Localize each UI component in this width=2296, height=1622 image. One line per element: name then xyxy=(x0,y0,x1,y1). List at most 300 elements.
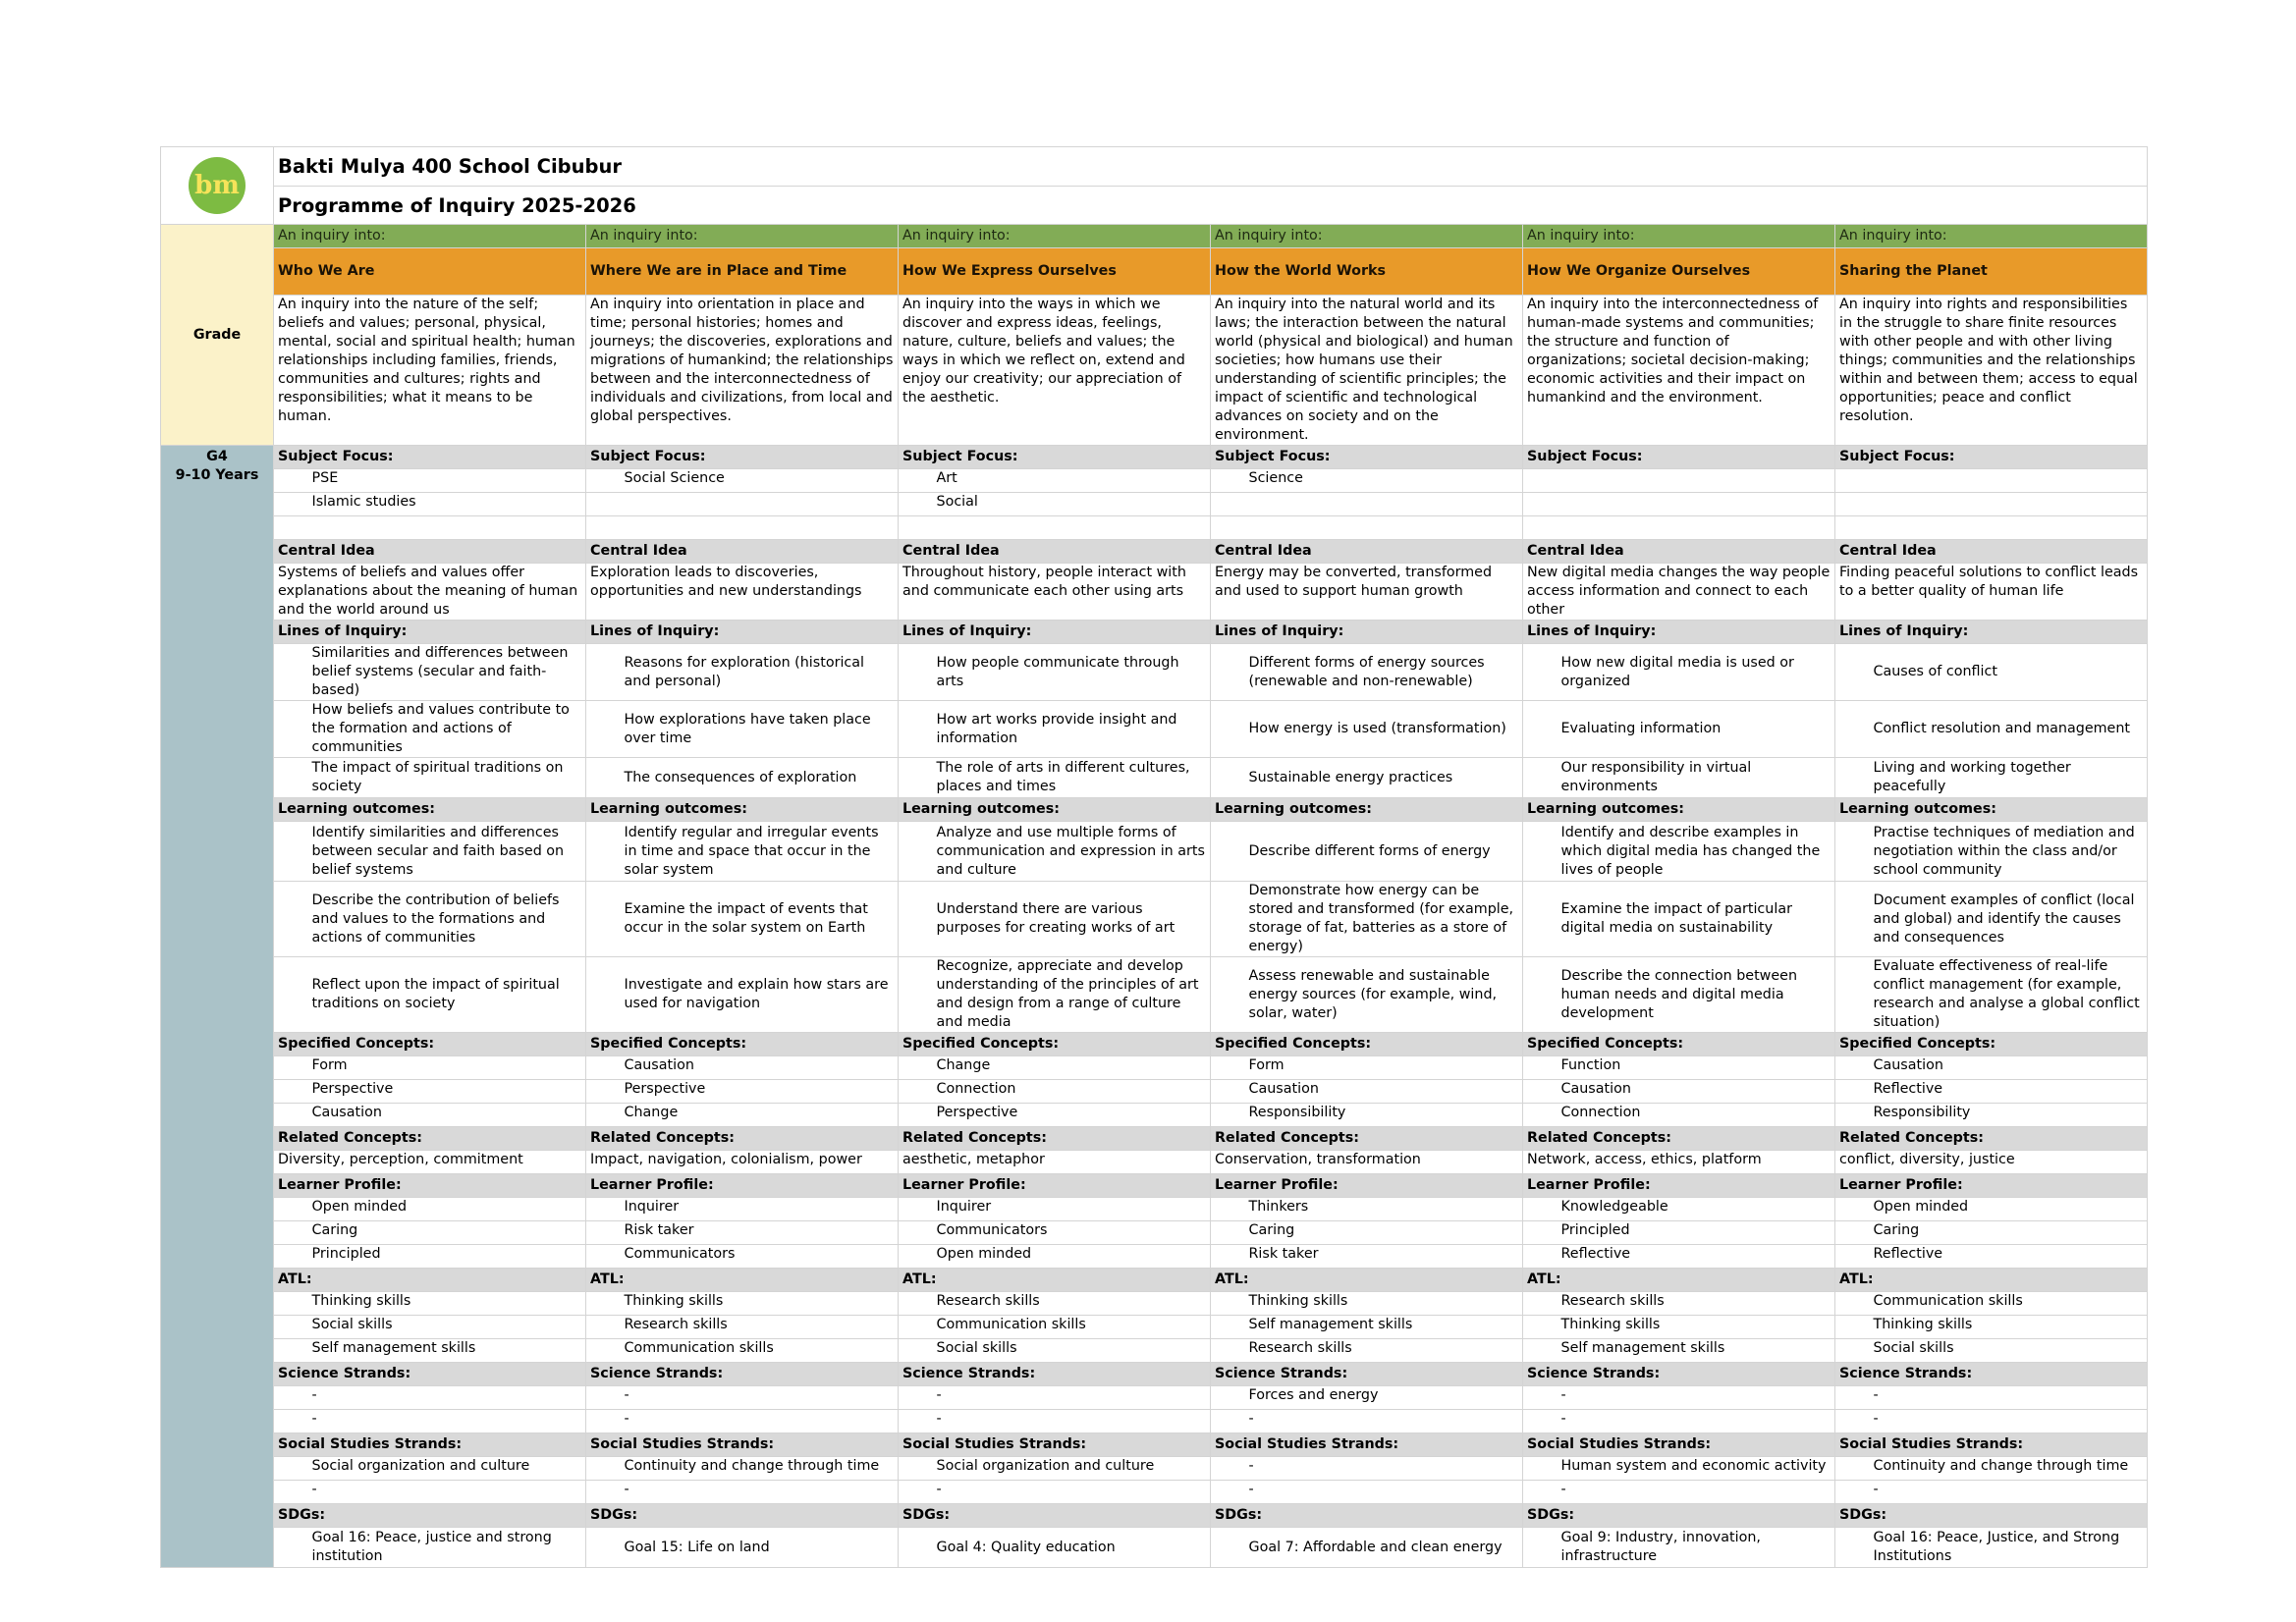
atl-skill: Communication skills xyxy=(621,1339,899,1363)
inquiry-label: An inquiry into: xyxy=(586,225,899,248)
science-strands-header: Science Strands: xyxy=(1211,1363,1523,1386)
indent-cell xyxy=(586,957,621,1033)
central-idea-header: Central Idea xyxy=(274,540,586,564)
learning-outcome: Describe different forms of energy xyxy=(1245,822,1523,882)
inquiry-line: Different forms of energy sources (renewable and non-renewable) xyxy=(1245,644,1523,701)
related-concepts: Impact, navigation, colonialism, power xyxy=(586,1151,899,1174)
indent-cell xyxy=(899,1104,933,1127)
atl-skill: Self management skills xyxy=(1245,1316,1523,1339)
learner-profile-item: Risk taker xyxy=(621,1221,899,1245)
learner-profile-item: Inquirer xyxy=(933,1198,1211,1221)
indent-cell xyxy=(899,644,933,701)
learner-profile-item: Open minded xyxy=(933,1245,1211,1269)
specified-concept: Change xyxy=(933,1056,1211,1080)
indent-cell xyxy=(1211,957,1245,1033)
indent-cell xyxy=(274,516,308,540)
subject-item: Social xyxy=(933,493,1211,516)
logo-cell xyxy=(161,147,274,225)
indent-cell xyxy=(1211,1198,1245,1221)
related-concepts: Diversity, perception, commitment xyxy=(274,1151,586,1174)
indent-cell xyxy=(1211,493,1245,516)
central-idea: Finding peaceful solutions to conflict leads to a better quality of human life xyxy=(1835,564,2148,621)
indent-cell xyxy=(1835,882,1870,957)
science-strand: - xyxy=(308,1386,586,1410)
learning-outcome: Recognize, appreciate and develop understanding of the principles of art and design from a range of culture and media xyxy=(933,957,1211,1033)
indent-cell xyxy=(274,1292,308,1316)
science-strand: - xyxy=(1245,1410,1523,1433)
indent-cell xyxy=(586,1410,621,1433)
indent-cell xyxy=(1523,516,1558,540)
specified-concept: Perspective xyxy=(621,1080,899,1104)
related-concepts: conflict, diversity, justice xyxy=(1835,1151,2148,1174)
learner-profile-header: Learner Profile: xyxy=(899,1174,1211,1198)
indent-cell xyxy=(1835,469,1870,493)
learner-profile-header: Learner Profile: xyxy=(586,1174,899,1198)
subject-item xyxy=(1245,516,1523,540)
sdgs-header: SDGs: xyxy=(274,1504,586,1528)
specified-concept: Change xyxy=(621,1104,899,1127)
atl-skill: Research skills xyxy=(933,1292,1211,1316)
indent-cell xyxy=(1835,1292,1870,1316)
indent-cell xyxy=(1835,516,1870,540)
inquiry-line: How new digital media is used or organized xyxy=(1558,644,1835,701)
subject-item xyxy=(1558,493,1835,516)
indent-cell xyxy=(1835,758,1870,798)
inquiry-line: How beliefs and values contribute to the formation and actions of communities xyxy=(308,701,586,758)
indent-cell xyxy=(1523,882,1558,957)
sdgs-header: SDGs: xyxy=(586,1504,899,1528)
indent-cell xyxy=(586,1292,621,1316)
indent-cell xyxy=(1523,1292,1558,1316)
indent-cell xyxy=(274,822,308,882)
atl-skill: Communication skills xyxy=(933,1316,1211,1339)
indent-cell xyxy=(586,644,621,701)
grade-value: G4 xyxy=(206,449,228,464)
atl-header: ATL: xyxy=(586,1269,899,1292)
lines-of-inquiry-header: Lines of Inquiry: xyxy=(586,621,899,644)
sdgs-header: SDGs: xyxy=(1523,1504,1835,1528)
specified-concept: Connection xyxy=(1558,1104,1835,1127)
atl-skill: Research skills xyxy=(1558,1292,1835,1316)
central-idea-header: Central Idea xyxy=(1211,540,1523,564)
learner-profile-item: Inquirer xyxy=(621,1198,899,1221)
indent-cell xyxy=(274,882,308,957)
atl-skill: Social skills xyxy=(308,1316,586,1339)
social-strand: - xyxy=(1558,1481,1835,1504)
indent-cell xyxy=(1835,644,1870,701)
learner-profile-item: Caring xyxy=(1245,1221,1523,1245)
central-idea: Energy may be converted, transformed and used to support human growth xyxy=(1211,564,1523,621)
specified-concept: Connection xyxy=(933,1080,1211,1104)
learner-profile-item: Principled xyxy=(308,1245,586,1269)
related-concepts-header: Related Concepts: xyxy=(1211,1127,1523,1151)
central-idea: Systems of beliefs and values offer explanations about the meaning of human and the world around us xyxy=(274,564,586,621)
indent-cell xyxy=(1523,644,1558,701)
learner-profile-item: Reflective xyxy=(1870,1245,2148,1269)
social-strand: - xyxy=(1245,1457,1523,1481)
science-strand: - xyxy=(1558,1410,1835,1433)
subject-item: Social Science xyxy=(621,469,899,493)
indent-cell xyxy=(274,469,308,493)
indent-cell xyxy=(274,644,308,701)
learning-outcome: Describe the connection between human needs and digital media development xyxy=(1558,957,1835,1033)
indent-cell xyxy=(1523,1104,1558,1127)
specified-concepts-header: Specified Concepts: xyxy=(1211,1033,1523,1056)
learner-profile-header: Learner Profile: xyxy=(1835,1174,2148,1198)
inquiry-line: How art works provide insight and information xyxy=(933,701,1211,758)
specified-concepts-header: Specified Concepts: xyxy=(1523,1033,1835,1056)
indent-cell xyxy=(899,1292,933,1316)
lines-of-inquiry-header: Lines of Inquiry: xyxy=(899,621,1211,644)
indent-cell xyxy=(586,1386,621,1410)
theme-description: An inquiry into the ways in which we discover and express ideas, feelings, nature, culture, beliefs and values; the ways in which we reflect on, extend and enjoy our creativity; our appreciation of the aesthetic. xyxy=(899,296,1211,446)
atl-header: ATL: xyxy=(1523,1269,1835,1292)
indent-cell xyxy=(1211,882,1245,957)
subject-item xyxy=(621,516,899,540)
subject-focus-header: Subject Focus: xyxy=(1523,446,1835,469)
indent-cell xyxy=(1835,1457,1870,1481)
science-strand: - xyxy=(621,1386,899,1410)
indent-cell xyxy=(1835,1386,1870,1410)
learner-profile-header: Learner Profile: xyxy=(1211,1174,1523,1198)
learner-profile-item: Principled xyxy=(1558,1221,1835,1245)
indent-cell xyxy=(1211,1528,1245,1568)
specified-concept: Responsibility xyxy=(1870,1104,2148,1127)
social-strand: Social organization and culture xyxy=(933,1457,1211,1481)
atl-skill: Thinking skills xyxy=(308,1292,586,1316)
related-concepts-header: Related Concepts: xyxy=(586,1127,899,1151)
subject-item xyxy=(1870,469,2148,493)
indent-cell xyxy=(274,1080,308,1104)
indent-cell xyxy=(274,1386,308,1410)
indent-cell xyxy=(1835,1481,1870,1504)
related-concepts-header: Related Concepts: xyxy=(899,1127,1211,1151)
sdgs-header: SDGs: xyxy=(1211,1504,1523,1528)
indent-cell xyxy=(1523,1221,1558,1245)
atl-skill: Thinking skills xyxy=(621,1292,899,1316)
social-strand: - xyxy=(1870,1481,2148,1504)
learner-profile-item: Reflective xyxy=(1558,1245,1835,1269)
specified-concept: Reflective xyxy=(1870,1080,2148,1104)
indent-cell xyxy=(1211,822,1245,882)
specified-concept: Responsibility xyxy=(1245,1104,1523,1127)
indent-cell xyxy=(274,1528,308,1568)
learning-outcome: Assess renewable and sustainable energy sources (for example, wind, solar, water) xyxy=(1245,957,1523,1033)
atl-header: ATL: xyxy=(1835,1269,2148,1292)
indent-cell xyxy=(1211,1339,1245,1363)
indent-cell xyxy=(1835,1221,1870,1245)
inquiry-line: Causes of conflict xyxy=(1870,644,2148,701)
indent-cell xyxy=(586,1245,621,1269)
learner-profile-item: Open minded xyxy=(308,1198,586,1221)
inquiry-label: An inquiry into: xyxy=(1523,225,1835,248)
indent-cell xyxy=(899,1339,933,1363)
theme-description: An inquiry into the natural world and its laws; the interaction between the natural world (physical and biological) and human societies; how humans use their understanding of scientific principles; the impact of scientific and technological advances on society and on the environment. xyxy=(1211,296,1523,446)
indent-cell xyxy=(899,1198,933,1221)
indent-cell xyxy=(899,493,933,516)
learning-outcome: Examine the impact of particular digital media on sustainability xyxy=(1558,882,1835,957)
subject-item xyxy=(621,493,899,516)
indent-cell xyxy=(586,1104,621,1127)
indent-cell xyxy=(1523,1245,1558,1269)
indent-cell xyxy=(274,957,308,1033)
social-strand: - xyxy=(933,1481,1211,1504)
indent-cell xyxy=(1211,1080,1245,1104)
indent-cell xyxy=(1523,1339,1558,1363)
social-strands-header: Social Studies Strands: xyxy=(899,1433,1211,1457)
learning-outcome: Identify and describe examples in which digital media has changed the lives of people xyxy=(1558,822,1835,882)
indent-cell xyxy=(1211,1104,1245,1127)
related-concepts-header: Related Concepts: xyxy=(1835,1127,2148,1151)
indent-cell xyxy=(586,1457,621,1481)
science-strands-header: Science Strands: xyxy=(899,1363,1211,1386)
inquiry-line: Sustainable energy practices xyxy=(1245,758,1523,798)
theme-description: An inquiry into the nature of the self; beliefs and values; personal, physical, mental, social and spiritual health; human relationships including families, friends, communities and cultures; rights and responsibilities; what it means to be human. xyxy=(274,296,586,446)
indent-cell xyxy=(899,1316,933,1339)
learner-profile-item: Communicators xyxy=(933,1221,1211,1245)
indent-cell xyxy=(899,957,933,1033)
programme-table xyxy=(160,146,2148,1568)
indent-cell xyxy=(1523,1198,1558,1221)
learning-outcome: Investigate and explain how stars are used for navigation xyxy=(621,957,899,1033)
related-concepts: Network, access, ethics, platform xyxy=(1523,1151,1835,1174)
specified-concepts-header: Specified Concepts: xyxy=(1835,1033,2148,1056)
inquiry-line: The consequences of exploration xyxy=(621,758,899,798)
indent-cell xyxy=(1835,493,1870,516)
indent-cell xyxy=(1523,1056,1558,1080)
indent-cell xyxy=(899,1481,933,1504)
indent-cell xyxy=(1523,1457,1558,1481)
indent-cell xyxy=(899,882,933,957)
sdgs-header: SDGs: xyxy=(899,1504,1211,1528)
atl-skill: Research skills xyxy=(1245,1339,1523,1363)
indent-cell xyxy=(586,493,621,516)
programme-title: Programme of Inquiry 2025-2026 xyxy=(274,187,2148,225)
central-idea: Throughout history, people interact with and communicate each other using arts xyxy=(899,564,1211,621)
indent-cell xyxy=(274,493,308,516)
indent-cell xyxy=(1835,1410,1870,1433)
indent-cell xyxy=(1835,957,1870,1033)
grade-label: Grade xyxy=(161,225,274,446)
indent-cell xyxy=(274,1316,308,1339)
sdg-goal: Goal 15: Life on land xyxy=(621,1528,899,1568)
theme-title: How We Organize Ourselves xyxy=(1523,248,1835,296)
science-strand: - xyxy=(1558,1386,1835,1410)
indent-cell xyxy=(1211,1292,1245,1316)
science-strand: - xyxy=(1870,1386,2148,1410)
indent-cell xyxy=(1523,1410,1558,1433)
indent-cell xyxy=(586,1198,621,1221)
lines-of-inquiry-header: Lines of Inquiry: xyxy=(1523,621,1835,644)
atl-skill: Social skills xyxy=(933,1339,1211,1363)
science-strand: Forces and energy xyxy=(1245,1386,1523,1410)
social-strand: Continuity and change through time xyxy=(621,1457,899,1481)
indent-cell xyxy=(1523,1481,1558,1504)
inquiry-line: Reasons for exploration (historical and personal) xyxy=(621,644,899,701)
learning-outcomes-header: Learning outcomes: xyxy=(586,798,899,822)
indent-cell xyxy=(899,1221,933,1245)
indent-cell xyxy=(899,469,933,493)
inquiry-line: The role of arts in different cultures, places and times xyxy=(933,758,1211,798)
indent-cell xyxy=(274,1245,308,1269)
inquiry-line: Living and working together peacefully xyxy=(1870,758,2148,798)
indent-cell xyxy=(1835,1528,1870,1568)
indent-cell xyxy=(274,701,308,758)
subject-focus-header: Subject Focus: xyxy=(1835,446,2148,469)
atl-header: ATL: xyxy=(274,1269,586,1292)
subject-focus-header: Subject Focus: xyxy=(1211,446,1523,469)
indent-cell xyxy=(1835,1104,1870,1127)
indent-cell xyxy=(1835,1245,1870,1269)
learner-profile-item: Risk taker xyxy=(1245,1245,1523,1269)
learner-profile-item: Knowledgeable xyxy=(1558,1198,1835,1221)
indent-cell xyxy=(586,516,621,540)
grade-cell xyxy=(161,446,274,1568)
logo-text: bm xyxy=(194,170,240,200)
school-name: Bakti Mulya 400 School Cibubur xyxy=(274,147,2148,187)
programme-sheet xyxy=(160,146,2147,1568)
lines-of-inquiry-header: Lines of Inquiry: xyxy=(274,621,586,644)
learner-profile-header: Learner Profile: xyxy=(1523,1174,1835,1198)
atl-skill: Research skills xyxy=(621,1316,899,1339)
theme-title: How We Express Ourselves xyxy=(899,248,1211,296)
sdgs-header: SDGs: xyxy=(1835,1504,2148,1528)
specified-concepts-header: Specified Concepts: xyxy=(274,1033,586,1056)
specified-concepts-header: Specified Concepts: xyxy=(899,1033,1211,1056)
inquiry-line: How explorations have taken place over time xyxy=(621,701,899,758)
indent-cell xyxy=(586,758,621,798)
specified-concept: Causation xyxy=(308,1104,586,1127)
inquiry-line: How energy is used (transformation) xyxy=(1245,701,1523,758)
indent-cell xyxy=(586,1080,621,1104)
learner-profile-item: Caring xyxy=(308,1221,586,1245)
sdg-goal: Goal 7: Affordable and clean energy xyxy=(1245,1528,1523,1568)
sdg-goal: Goal 16: Peace, justice and strong institution xyxy=(308,1528,586,1568)
theme-title: Where We are in Place and Time xyxy=(586,248,899,296)
specified-concept: Function xyxy=(1558,1056,1835,1080)
social-strand: Continuity and change through time xyxy=(1870,1457,2148,1481)
indent-cell xyxy=(1211,1245,1245,1269)
lines-of-inquiry-header: Lines of Inquiry: xyxy=(1211,621,1523,644)
specified-concept: Causation xyxy=(1245,1080,1523,1104)
indent-cell xyxy=(1523,1316,1558,1339)
related-concepts-header: Related Concepts: xyxy=(1523,1127,1835,1151)
indent-cell xyxy=(899,1080,933,1104)
indent-cell xyxy=(899,1245,933,1269)
subject-focus-header: Subject Focus: xyxy=(586,446,899,469)
atl-skill: Self management skills xyxy=(308,1339,586,1363)
specified-concepts-header: Specified Concepts: xyxy=(586,1033,899,1056)
atl-header: ATL: xyxy=(1211,1269,1523,1292)
indent-cell xyxy=(274,758,308,798)
indent-cell xyxy=(586,1339,621,1363)
indent-cell xyxy=(586,1528,621,1568)
subject-item xyxy=(1870,493,2148,516)
social-strand: Human system and economic activity xyxy=(1558,1457,1835,1481)
indent-cell xyxy=(1835,701,1870,758)
specified-concept: Form xyxy=(308,1056,586,1080)
learner-profile-item: Open minded xyxy=(1870,1198,2148,1221)
subject-item xyxy=(1558,516,1835,540)
indent-cell xyxy=(586,701,621,758)
atl-skill: Social skills xyxy=(1870,1339,2148,1363)
indent-cell xyxy=(1211,644,1245,701)
learner-profile-item: Caring xyxy=(1870,1221,2148,1245)
indent-cell xyxy=(586,1221,621,1245)
social-strand: - xyxy=(308,1481,586,1504)
indent-cell xyxy=(1211,1410,1245,1433)
sdg-goal: Goal 9: Industry, innovation, infrastructure xyxy=(1558,1528,1835,1568)
subject-focus-header: Subject Focus: xyxy=(274,446,586,469)
indent-cell xyxy=(274,1410,308,1433)
learner-profile-header: Learner Profile: xyxy=(274,1174,586,1198)
learning-outcome: Practise techniques of mediation and negotiation within the class and/or school community xyxy=(1870,822,2148,882)
learning-outcome: Describe the contribution of beliefs and values to the formations and actions of communities xyxy=(308,882,586,957)
indent-cell xyxy=(899,701,933,758)
indent-cell xyxy=(899,1528,933,1568)
subject-item xyxy=(1245,493,1523,516)
central-idea: Exploration leads to discoveries, opportunities and new understandings xyxy=(586,564,899,621)
inquiry-label: An inquiry into: xyxy=(1835,225,2148,248)
indent-cell xyxy=(1211,1386,1245,1410)
related-concepts: aesthetic, metaphor xyxy=(899,1151,1211,1174)
indent-cell xyxy=(274,1221,308,1245)
specified-concept: Causation xyxy=(1558,1080,1835,1104)
lines-of-inquiry-header: Lines of Inquiry: xyxy=(1835,621,2148,644)
central-idea-header: Central Idea xyxy=(1835,540,2148,564)
atl-skill: Thinking skills xyxy=(1558,1316,1835,1339)
indent-cell xyxy=(1523,469,1558,493)
science-strands-header: Science Strands: xyxy=(586,1363,899,1386)
indent-cell xyxy=(1523,1080,1558,1104)
social-strand: - xyxy=(1245,1481,1523,1504)
theme-description: An inquiry into orientation in place and time; personal histories; homes and journeys; the discoveries, explorations and migrations of humankind; the relationships between and the interconnectedness of individuals and civilizations, from local and global perspectives. xyxy=(586,296,899,446)
indent-cell xyxy=(1523,758,1558,798)
atl-skill: Thinking skills xyxy=(1245,1292,1523,1316)
indent-cell xyxy=(899,1056,933,1080)
specified-concept: Causation xyxy=(1870,1056,2148,1080)
learner-profile-item: Communicators xyxy=(621,1245,899,1269)
learning-outcome: Reflect upon the impact of spiritual traditions on society xyxy=(308,957,586,1033)
learning-outcome: Identify similarities and differences between secular and faith based on belief systems xyxy=(308,822,586,882)
indent-cell xyxy=(274,1104,308,1127)
school-logo xyxy=(189,157,246,214)
subject-item xyxy=(1558,469,1835,493)
inquiry-label: An inquiry into: xyxy=(1211,225,1523,248)
social-strands-header: Social Studies Strands: xyxy=(1211,1433,1523,1457)
learning-outcomes-header: Learning outcomes: xyxy=(1211,798,1523,822)
science-strand: - xyxy=(308,1410,586,1433)
learning-outcome: Document examples of conflict (local and global) and identify the causes and consequences xyxy=(1870,882,2148,957)
indent-cell xyxy=(1523,957,1558,1033)
indent-cell xyxy=(899,1410,933,1433)
indent-cell xyxy=(586,1056,621,1080)
theme-title: Sharing the Planet xyxy=(1835,248,2148,296)
central-idea: New digital media changes the way people access information and connect to each other xyxy=(1523,564,1835,621)
indent-cell xyxy=(1211,1056,1245,1080)
subject-item: Art xyxy=(933,469,1211,493)
indent-cell xyxy=(586,1316,621,1339)
inquiry-line: How people communicate through arts xyxy=(933,644,1211,701)
sdg-goal: Goal 16: Peace, Justice, and Strong Institutions xyxy=(1870,1528,2148,1568)
indent-cell xyxy=(274,1056,308,1080)
inquiry-label: An inquiry into: xyxy=(274,225,586,248)
indent-cell xyxy=(1523,822,1558,882)
indent-cell xyxy=(586,822,621,882)
indent-cell xyxy=(1835,822,1870,882)
learning-outcomes-header: Learning outcomes: xyxy=(1523,798,1835,822)
indent-cell xyxy=(899,1386,933,1410)
